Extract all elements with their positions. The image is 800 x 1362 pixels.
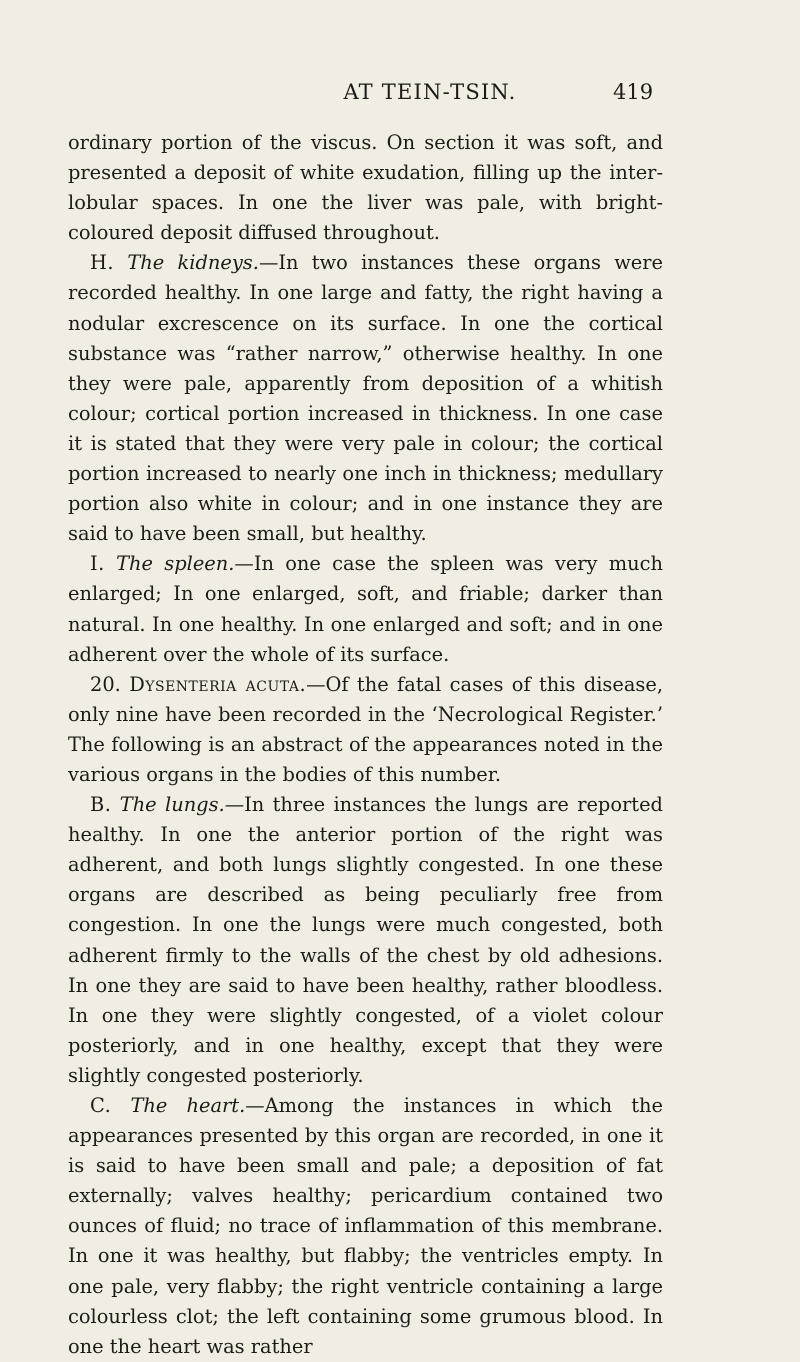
page-number: 419 xyxy=(613,80,654,104)
paragraph-spleen xyxy=(68,549,663,669)
paragraph-lungs xyxy=(68,790,663,1091)
paragraph-liver-continuation xyxy=(68,128,663,248)
section-marker: C. xyxy=(90,1094,112,1117)
section-title: The kidneys. xyxy=(127,251,259,275)
paragraph-text: —In three instances the lungs are reported healthy. In one the anterior portion of the right was adherent, and both lungs slightly congested. In one these organs are described as being peculiarly free from congestion. In one the lungs were much congested, both adherent firmly to the walls of the chest by old adhesions. In one they are said to have been healthy, rather bloodless. In one they were slightly congested, of a violet colour posteriorly, and in one healthy, except that they were slightly congested posteriorly. xyxy=(68,793,663,1087)
paragraph-text: —In one case the spleen was very much enlarged; In one enlarged, soft, and friable; darker than natural. In one healthy. In one enlarged and soft; and in one adherent over the whole of its surface. xyxy=(68,552,663,666)
section-marker: I. xyxy=(90,552,105,576)
section-marker: B. xyxy=(90,793,112,817)
running-title: AT TEIN-TSIN. xyxy=(343,80,517,104)
paragraph-text: —Of the fatal cases of this disease, only nine have been recorded in the ‘Necrological Register.’ The following is an abstract of the appearances noted in the various organs in the bodies of this number. xyxy=(68,672,663,786)
paragraph-text: —Among the instances in which the appearances presented by this organ are recorded, in one it is said to have been small and pale; a deposition of fat externally; valves healthy; pericardium contained two ounces of fluid; no trace of inflammation of this membrane. In one it was healthy, but flabby; the ventricles empty. In one pale, very flabby; the right ventricle containing a large colourless clot; the left containing some grumous blood. In one the heart was rather xyxy=(68,1094,664,1358)
paragraph-heart xyxy=(68,1091,663,1362)
page-header xyxy=(0,80,800,116)
paragraph-dysenteria xyxy=(68,670,663,790)
section-title: The heart. xyxy=(130,1094,246,1117)
section-marker: H. xyxy=(90,251,115,275)
body-text xyxy=(68,128,663,1362)
paragraph-kidneys xyxy=(68,248,663,549)
paragraph-text: ordinary portion of the viscus. On section it was soft, and presented a deposit of white exudation, filling up the inter-lobular spaces. In one the liver was pale, with bright-coloured deposit diffused throughout. xyxy=(68,131,663,245)
section-number: 20. xyxy=(90,672,121,696)
section-title: The spleen. xyxy=(116,552,235,576)
section-title: Dysenteria acuta. xyxy=(129,672,307,696)
paragraph-text: —In two instances these organs were recorded healthy. In one large and fatty, the right having a nodular excrescence on its surface. In one the cortical substance was “rather narrow,” otherwise healthy. In one they were pale, apparently from deposition of a whitish colour; cortical portion increased in thickness. In one case it is stated that they were very pale in colour; the cortical portion increased to nearly one inch in thickness; medullary portion also white in colour; and in one instance they are said to have been small, but healthy. xyxy=(68,251,664,546)
section-title: The lungs. xyxy=(119,793,225,817)
